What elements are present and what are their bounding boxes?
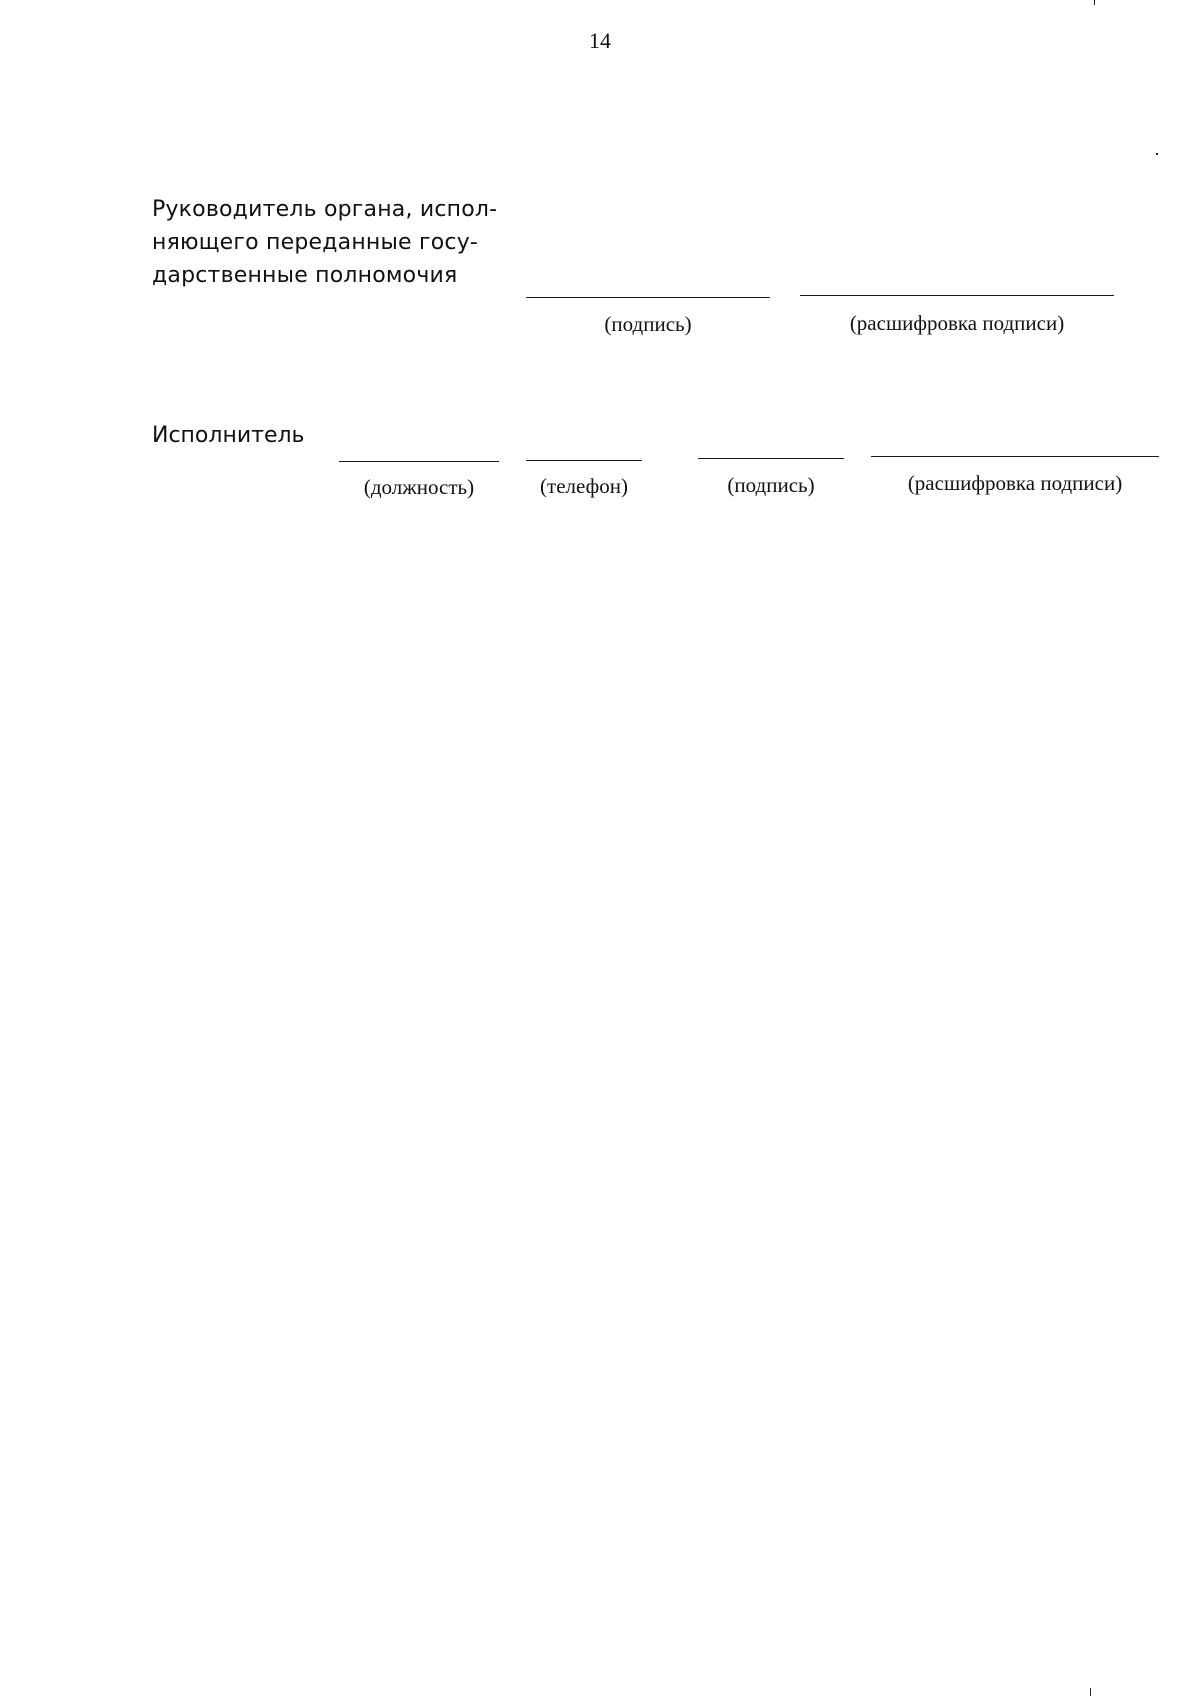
executor-position-line[interactable]: [339, 461, 499, 462]
head-label-line: Руководитель органа, испол-: [152, 197, 498, 222]
head-label-line: дарственные полномочия: [152, 263, 458, 288]
head-label-line: няющего переданные госу-: [152, 230, 479, 255]
head-signature-decoding-line[interactable]: [800, 295, 1114, 296]
head-of-authority-label: [152, 193, 512, 292]
executor-phone-line[interactable]: [526, 460, 642, 461]
executor-phone-caption: (телефон): [540, 474, 628, 498]
scan-speck: [1156, 153, 1158, 155]
executor-signature-line[interactable]: [698, 458, 844, 459]
executor-signature-decoding-caption: (расшифровка подписи): [907, 471, 1123, 495]
head-signature-caption: (подпись): [604, 312, 692, 336]
scan-speck: [1094, 0, 1095, 5]
executor-label: Исполнитель: [152, 423, 305, 448]
head-signature-line[interactable]: [526, 297, 770, 298]
executor-position-caption: (должность): [363, 475, 475, 499]
page-number: 14: [589, 28, 611, 53]
head-signature-decoding-caption: (расшифровка подписи): [849, 311, 1065, 335]
executor-signature-decoding-line[interactable]: [871, 456, 1159, 457]
scan-speck: [1090, 1688, 1091, 1696]
executor-signature-caption: (подпись): [727, 473, 815, 497]
